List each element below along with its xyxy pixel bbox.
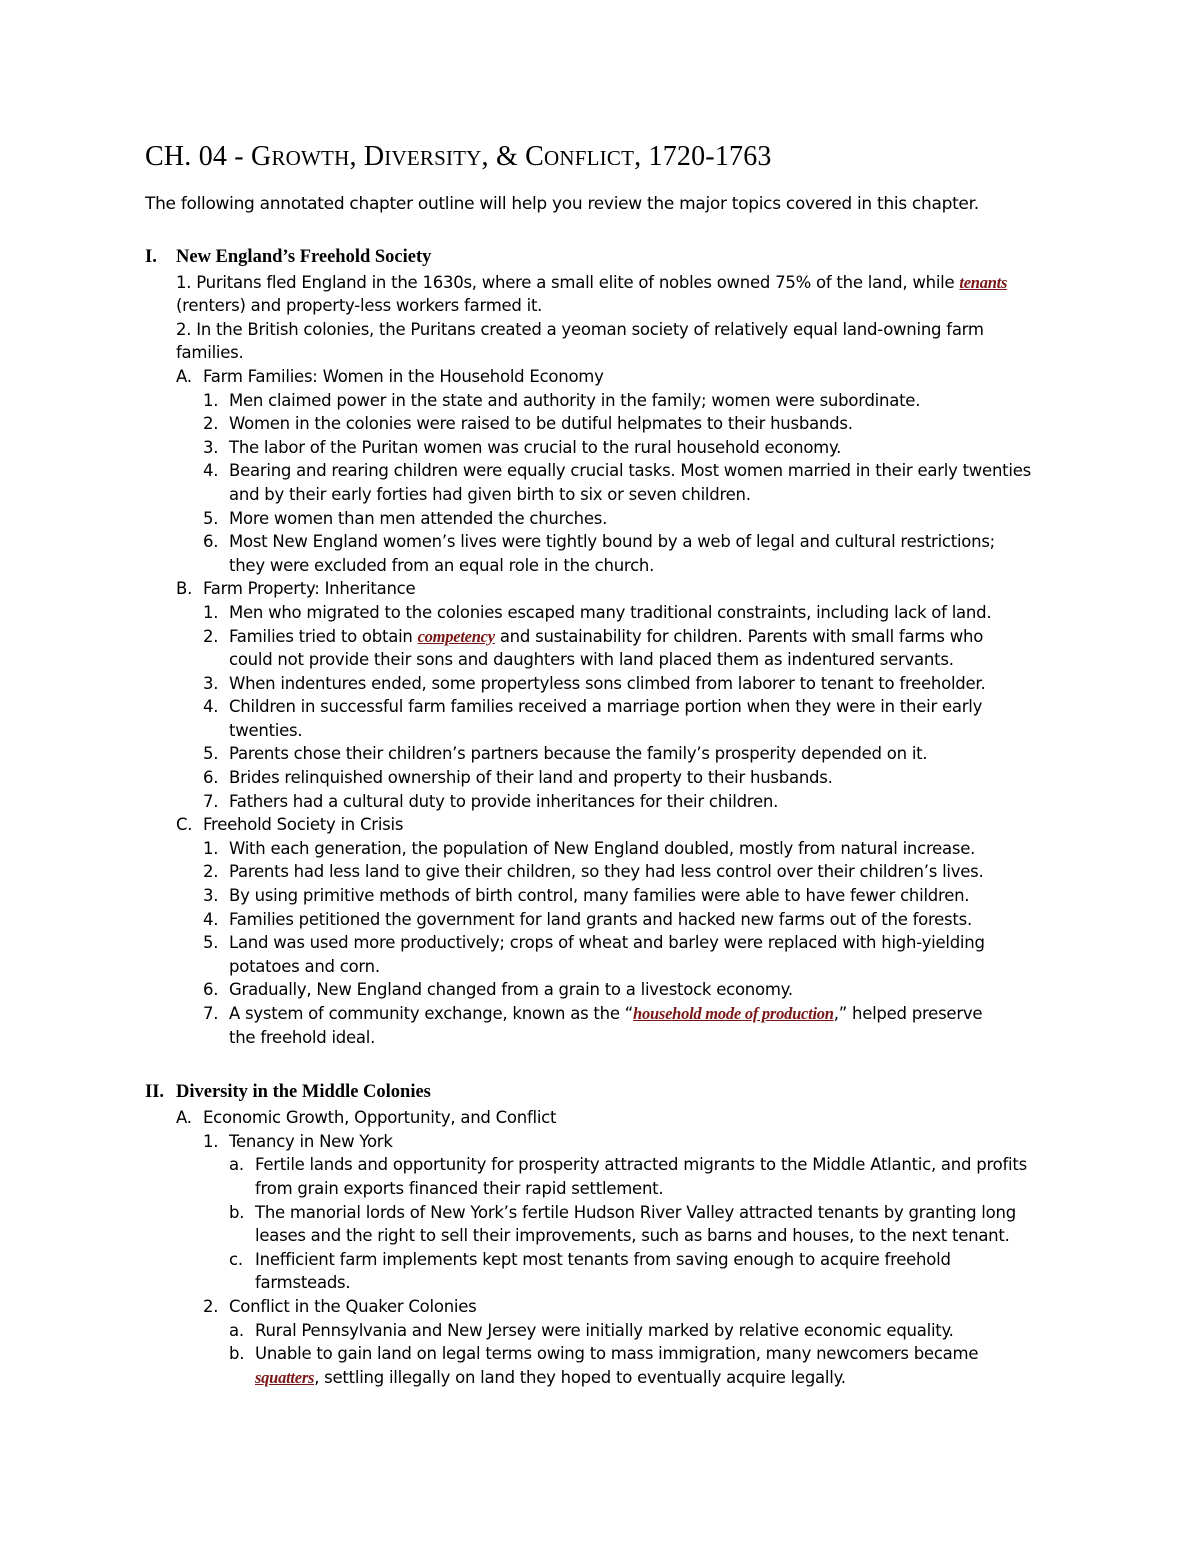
list-item-cont: the freehold ideal. [229,1027,376,1047]
list-item: 5. More women than men attended the churches. [203,508,608,528]
list-item: 1. With each generation, the population of New England doubled, mostly from natural increase. [203,838,976,858]
list-item: 4. Bearing and rearing children were equally crucial tasks. Most women married in their early twenties [203,461,1031,481]
intro-text: The following annotated chapter outline will help you review the major topics covered in this chapter. [145,193,979,214]
sub-list-item: a. Rural Pennsylvania and New Jersey were initially marked by relative economic equality. [229,1320,954,1340]
list-item-cont: potatoes and corn. [229,956,380,976]
list-item: 6. Gradually, New England changed from a grain to a livestock economy. [203,980,793,1000]
key-term: squatters [255,1367,315,1387]
paragraph-cont: families. [176,343,244,363]
list-item: 2. Women in the colonies were raised to be dutiful helpmates to their husbands. [203,414,853,434]
chapter-title: CH. 04 - GROWTH, DIVERSITY, & CONFLICT, 1720-1763 [145,141,772,172]
sub-list-item: c. Inefficient farm implements kept most tenants from saving enough to acquire freehold [229,1249,951,1269]
sub-list-item-cont: squatters, settling illegally on land they hoped to eventually acquire legally. [255,1367,846,1387]
subsection-heading: B. Farm Property: Inheritance [176,579,416,599]
section-heading: I. New England’s Freehold Society [145,246,432,267]
list-item: 6. Most New England women’s lives were tightly bound by a web of legal and cultural restrictions; [203,532,995,552]
sub-list-item: b. The manorial lords of New York’s fertile Hudson River Valley attracted tenants by granting long [229,1202,1016,1222]
paragraph: 1. Puritans fled England in the 1630s, where a small elite of nobles owned 75% of the land, while tenants [176,272,1008,292]
list-item: 4. Children in successful farm families received a marriage portion when they were in their early [203,697,983,717]
subsection-heading: A. Economic Growth, Opportunity, and Conflict [176,1108,557,1128]
sub-list-item-cont: farmsteads. [255,1273,351,1293]
key-term: tenants [959,272,1008,292]
sub-list-item-cont: leases and the right to sell their improvements, such as barns and houses, to the next tenant. [255,1226,1010,1246]
list-item: 2. Conflict in the Quaker Colonies [203,1296,477,1316]
sub-list-item-cont: from grain exports financed their rapid settlement. [255,1178,664,1198]
list-item: 3. When indentures ended, some propertyless sons climbed from laborer to tenant to freeholder. [203,673,986,693]
list-item: 3. By using primitive methods of birth control, many families were able to have fewer children. [203,886,970,906]
list-item-cont: twenties. [229,720,303,740]
list-item: 4. Families petitioned the government for land grants and hacked new farms out of the forests. [203,909,972,929]
paragraph-cont: (renters) and property-less workers farmed it. [176,296,543,316]
list-item: 2. Families tried to obtain competency and sustainability for children. Parents with small farms who [203,626,984,646]
subsection-heading: A. Farm Families: Women in the Household Economy [176,366,604,386]
list-item-cont: could not provide their sons and daughters with land placed them as indentured servants. [229,650,954,670]
list-item-cont: and by their early forties had given birth to six or seven children. [229,484,751,504]
list-item: 1. Men claimed power in the state and authority in the family; women were subordinate. [203,390,921,410]
list-item-cont: they were excluded from an equal role in the church. [229,555,655,575]
section-heading: II. Diversity in the Middle Colonies [145,1082,431,1103]
list-item: 1. Men who migrated to the colonies escaped many traditional constraints, including lack of land. [203,602,992,622]
key-term: household mode of production [633,1004,834,1023]
list-item: 1. Tenancy in New York [203,1131,393,1151]
paragraph: 2. In the British colonies, the Puritans created a yeoman society of relatively equal land-owning farm [176,319,984,339]
document-page [145,140,1065,1389]
sub-list-item: a. Fertile lands and opportunity for prosperity attracted migrants to the Middle Atlantic, and profits [229,1155,1027,1175]
sub-list-item: b. Unable to gain land on legal terms owing to mass immigration, many newcomers became [229,1344,979,1364]
list-item: 5. Parents chose their children’s partners because the family’s prosperity depended on it. [203,744,928,764]
list-item: 5. Land was used more productively; crops of wheat and barley were replaced with high-yielding [203,933,985,953]
key-term: competency [417,626,495,646]
list-item: 7. A system of community exchange, known as the “household mode of production,” helped preserve [203,1004,983,1023]
list-item: 3. The labor of the Puritan women was crucial to the rural household economy. [203,437,842,457]
list-item: 7. Fathers had a cultural duty to provide inheritances for their children. [203,791,779,811]
list-item: 6. Brides relinquished ownership of their land and property to their husbands. [203,768,833,788]
list-item: 2. Parents had less land to give their children, so they had less control over their children’s lives. [203,862,984,882]
subsection-heading: C. Freehold Society in Crisis [176,815,404,835]
